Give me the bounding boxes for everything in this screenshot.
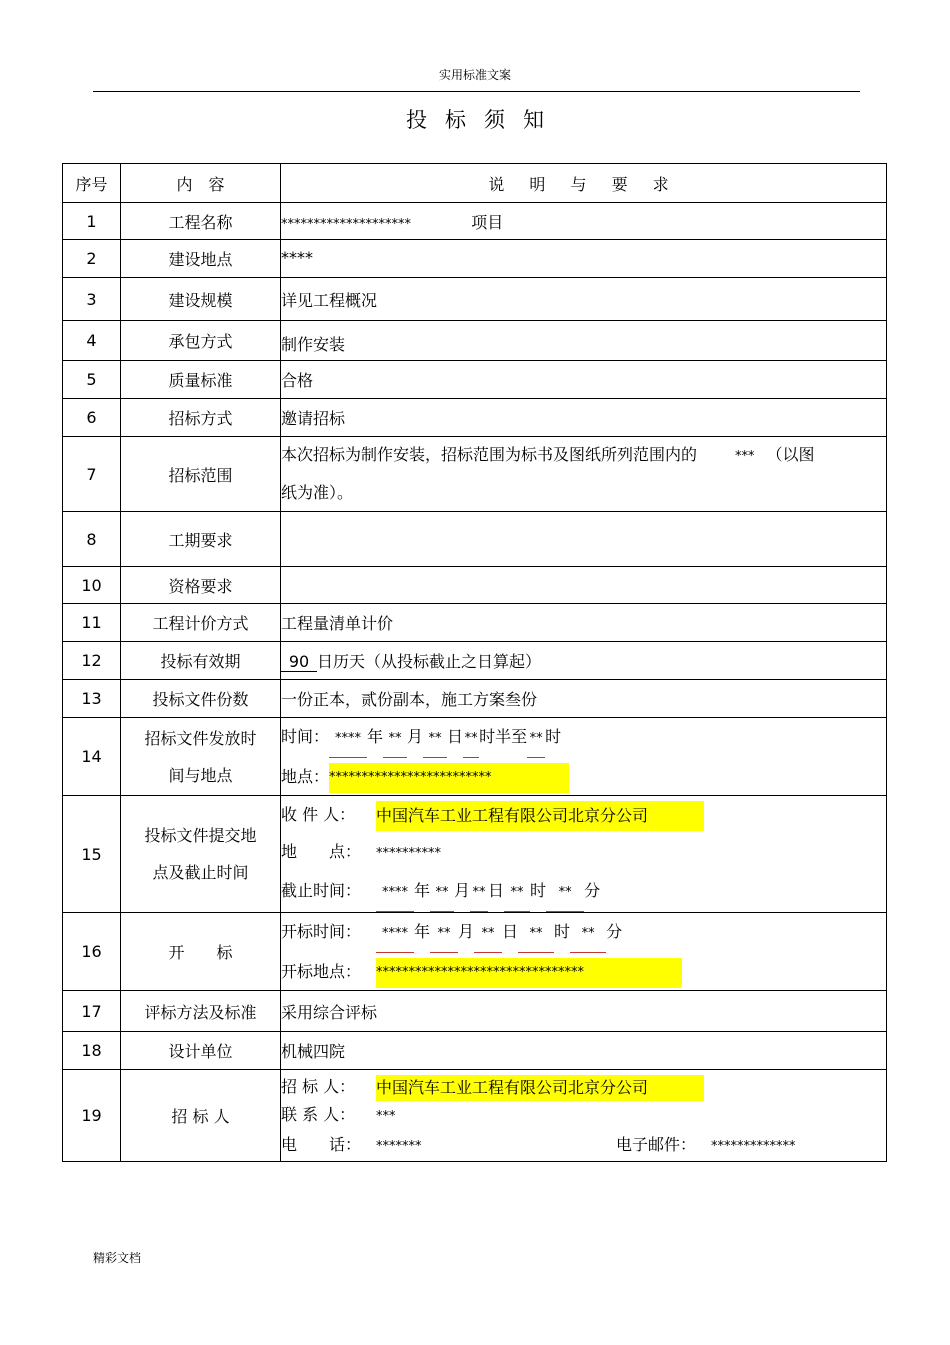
row-desc xyxy=(281,1070,887,1162)
row-item: 评标方法及标准 xyxy=(121,991,281,1032)
table-row xyxy=(63,796,887,913)
hour-unit: 时 xyxy=(530,881,547,900)
recipient-label: 收 件 人： xyxy=(281,805,356,824)
row-no: 16 xyxy=(63,913,121,991)
hour-unit: 时半至 xyxy=(479,727,528,746)
row-item: 工程计价方式 xyxy=(121,604,281,642)
time-label: 时间： xyxy=(281,727,330,746)
row-item: 建设规模 xyxy=(121,278,281,321)
scope-text: 本次招标为制作安装，招标范围为标书及图纸所列范围内的 xyxy=(281,445,698,464)
contact-value: *** xyxy=(376,1109,396,1124)
tenderer-value: 中国汽车工业工程有限公司北京分公司 xyxy=(376,1075,704,1101)
row-item: 资格要求 xyxy=(121,567,281,604)
hour2-field: ** xyxy=(527,720,545,758)
day-unit: 日 xyxy=(488,881,505,900)
year-field: **** xyxy=(329,720,367,758)
page-header: 实用标准文案 xyxy=(438,68,511,82)
month-field: ** xyxy=(430,874,454,912)
row-no: 1 xyxy=(63,203,121,240)
validity-days: 90 xyxy=(281,652,317,672)
row-item: 招标范围 xyxy=(121,437,281,512)
day-field: ** xyxy=(474,915,502,953)
row-desc xyxy=(281,642,887,680)
row-desc: 采用综合评标 xyxy=(281,991,887,1032)
table-row xyxy=(63,321,887,361)
row-no: 12 xyxy=(63,642,121,680)
year-unit: 年 xyxy=(414,881,431,900)
table-header-row xyxy=(63,164,887,203)
row-item: 建设地点 xyxy=(121,240,281,278)
document-title: 投标须知 xyxy=(406,108,562,132)
scope-stars: *** xyxy=(735,449,755,464)
minute-unit: 分 xyxy=(584,881,601,900)
row-no: 14 xyxy=(63,718,121,796)
row-no: 6 xyxy=(63,399,121,437)
table-row xyxy=(63,567,887,604)
minute-unit: 分 xyxy=(606,922,623,941)
table-row xyxy=(63,512,887,567)
time-label: 开标时间： xyxy=(281,922,362,941)
row-desc xyxy=(281,796,887,913)
row-item xyxy=(121,718,281,796)
hour-field: ** xyxy=(518,915,554,953)
header-desc: 说 明 与 要 求 xyxy=(281,164,887,203)
tenderer-label: 招 标 人： xyxy=(281,1077,356,1096)
header-item: 内 容 xyxy=(121,164,281,203)
phone-value: ******* xyxy=(376,1139,422,1154)
row-desc xyxy=(281,437,887,512)
row-item: 投标文件份数 xyxy=(121,680,281,718)
month-field: ** xyxy=(430,915,458,953)
project-suffix: 项目 xyxy=(471,212,504,232)
row-item: 工期要求 xyxy=(121,512,281,567)
header-no: 序号 xyxy=(63,164,121,203)
row-item-line1: 招标文件发放时 xyxy=(144,728,257,748)
table-row xyxy=(63,718,887,796)
row-no: 19 xyxy=(63,1070,121,1162)
row-desc: 一份正本，贰份副本，施工方案叁份 xyxy=(281,680,887,718)
day-field: ** xyxy=(470,874,488,912)
row-desc xyxy=(281,203,887,240)
table-row xyxy=(63,361,887,399)
month-field: ** xyxy=(383,720,407,758)
table-row xyxy=(63,604,887,642)
row-desc: **** xyxy=(281,240,887,278)
phone-label: 电 话： xyxy=(281,1135,362,1154)
tender-notice-table xyxy=(62,163,887,1162)
hour-unit: 时 xyxy=(554,922,571,941)
row-no: 5 xyxy=(63,361,121,399)
page-footer: 精彩文档 xyxy=(93,1251,142,1265)
row-no: 3 xyxy=(63,278,121,321)
place-value: ******************************** xyxy=(376,958,682,988)
day-unit: 日 xyxy=(502,922,519,941)
row-no: 2 xyxy=(63,240,121,278)
row-no: 15 xyxy=(63,796,121,913)
place-label: 地点： xyxy=(281,767,330,786)
row-no: 13 xyxy=(63,680,121,718)
month-unit: 月 xyxy=(407,727,424,746)
row-no: 4 xyxy=(63,321,121,361)
minute-field: ** xyxy=(546,874,584,912)
row-no: 10 xyxy=(63,567,121,604)
row-item: 承包方式 xyxy=(121,321,281,361)
row-desc: 工程量清单计价 xyxy=(281,604,887,642)
year-unit: 年 xyxy=(414,922,431,941)
year-field: **** xyxy=(376,874,414,912)
row-item: 招 标 人 xyxy=(121,1070,281,1162)
table-row xyxy=(63,437,887,512)
day-unit: 日 xyxy=(447,727,464,746)
row-desc: 详见工程概况 xyxy=(281,278,887,321)
table-row xyxy=(63,642,887,680)
row-desc: 制作安装 xyxy=(281,321,887,361)
place-value: ************************* xyxy=(329,763,569,793)
email-value: ************* xyxy=(711,1139,796,1154)
hour-field: ** xyxy=(504,874,530,912)
table-row xyxy=(63,991,887,1032)
row-item: 设计单位 xyxy=(121,1032,281,1070)
recipient-value: 中国汽车工业工程有限公司北京分公司 xyxy=(376,801,704,831)
year-unit: 年 xyxy=(367,727,384,746)
email-label: 电子邮件： xyxy=(616,1135,697,1154)
place-label: 开标地点： xyxy=(281,962,362,981)
table-row xyxy=(63,680,887,718)
row-item: 开 标 xyxy=(121,913,281,991)
table-row xyxy=(63,399,887,437)
row-desc: 邀请招标 xyxy=(281,399,887,437)
row-item-line1: 投标文件提交地 xyxy=(144,826,257,845)
place-label: 地 点： xyxy=(281,842,362,861)
table-row xyxy=(63,203,887,240)
row-item: 工程名称 xyxy=(121,203,281,240)
deadline-label: 截止时间： xyxy=(281,881,362,900)
scope-text-line2: 纸为准）。 xyxy=(281,483,354,502)
place-value: ********** xyxy=(376,846,441,861)
minute-field: ** xyxy=(570,915,606,953)
hour2-unit: 时 xyxy=(545,727,562,746)
row-desc xyxy=(281,567,887,604)
row-item xyxy=(121,796,281,913)
header-rule xyxy=(93,91,860,92)
row-no: 8 xyxy=(63,512,121,567)
year-field: **** xyxy=(376,915,414,953)
row-item: 投标有效期 xyxy=(121,642,281,680)
row-desc xyxy=(281,718,887,796)
table-row xyxy=(63,913,887,991)
row-no: 18 xyxy=(63,1032,121,1070)
month-unit: 月 xyxy=(458,922,475,941)
row-no: 7 xyxy=(63,437,121,512)
row-no: 17 xyxy=(63,991,121,1032)
validity-text: 日历天（从投标截止之日算起） xyxy=(317,652,542,671)
scope-text-end: （以图 xyxy=(766,445,815,464)
contact-label: 联 系 人： xyxy=(281,1105,356,1124)
row-desc xyxy=(281,913,887,991)
row-item-line2: 间与地点 xyxy=(168,765,233,785)
table-row xyxy=(63,278,887,321)
row-desc xyxy=(281,512,887,567)
row-item: 质量标准 xyxy=(121,361,281,399)
table-row xyxy=(63,1032,887,1070)
project-name-stars: ******************** xyxy=(281,216,411,232)
table-row xyxy=(63,1070,887,1162)
row-desc: 机械四院 xyxy=(281,1032,887,1070)
row-item-line2: 点及截止时间 xyxy=(152,863,249,882)
hour-field: ** xyxy=(463,720,479,758)
day-field: ** xyxy=(423,720,447,758)
row-desc: 合格 xyxy=(281,361,887,399)
table-row xyxy=(63,240,887,278)
row-no: 11 xyxy=(63,604,121,642)
row-item: 招标方式 xyxy=(121,399,281,437)
month-unit: 月 xyxy=(454,881,471,900)
